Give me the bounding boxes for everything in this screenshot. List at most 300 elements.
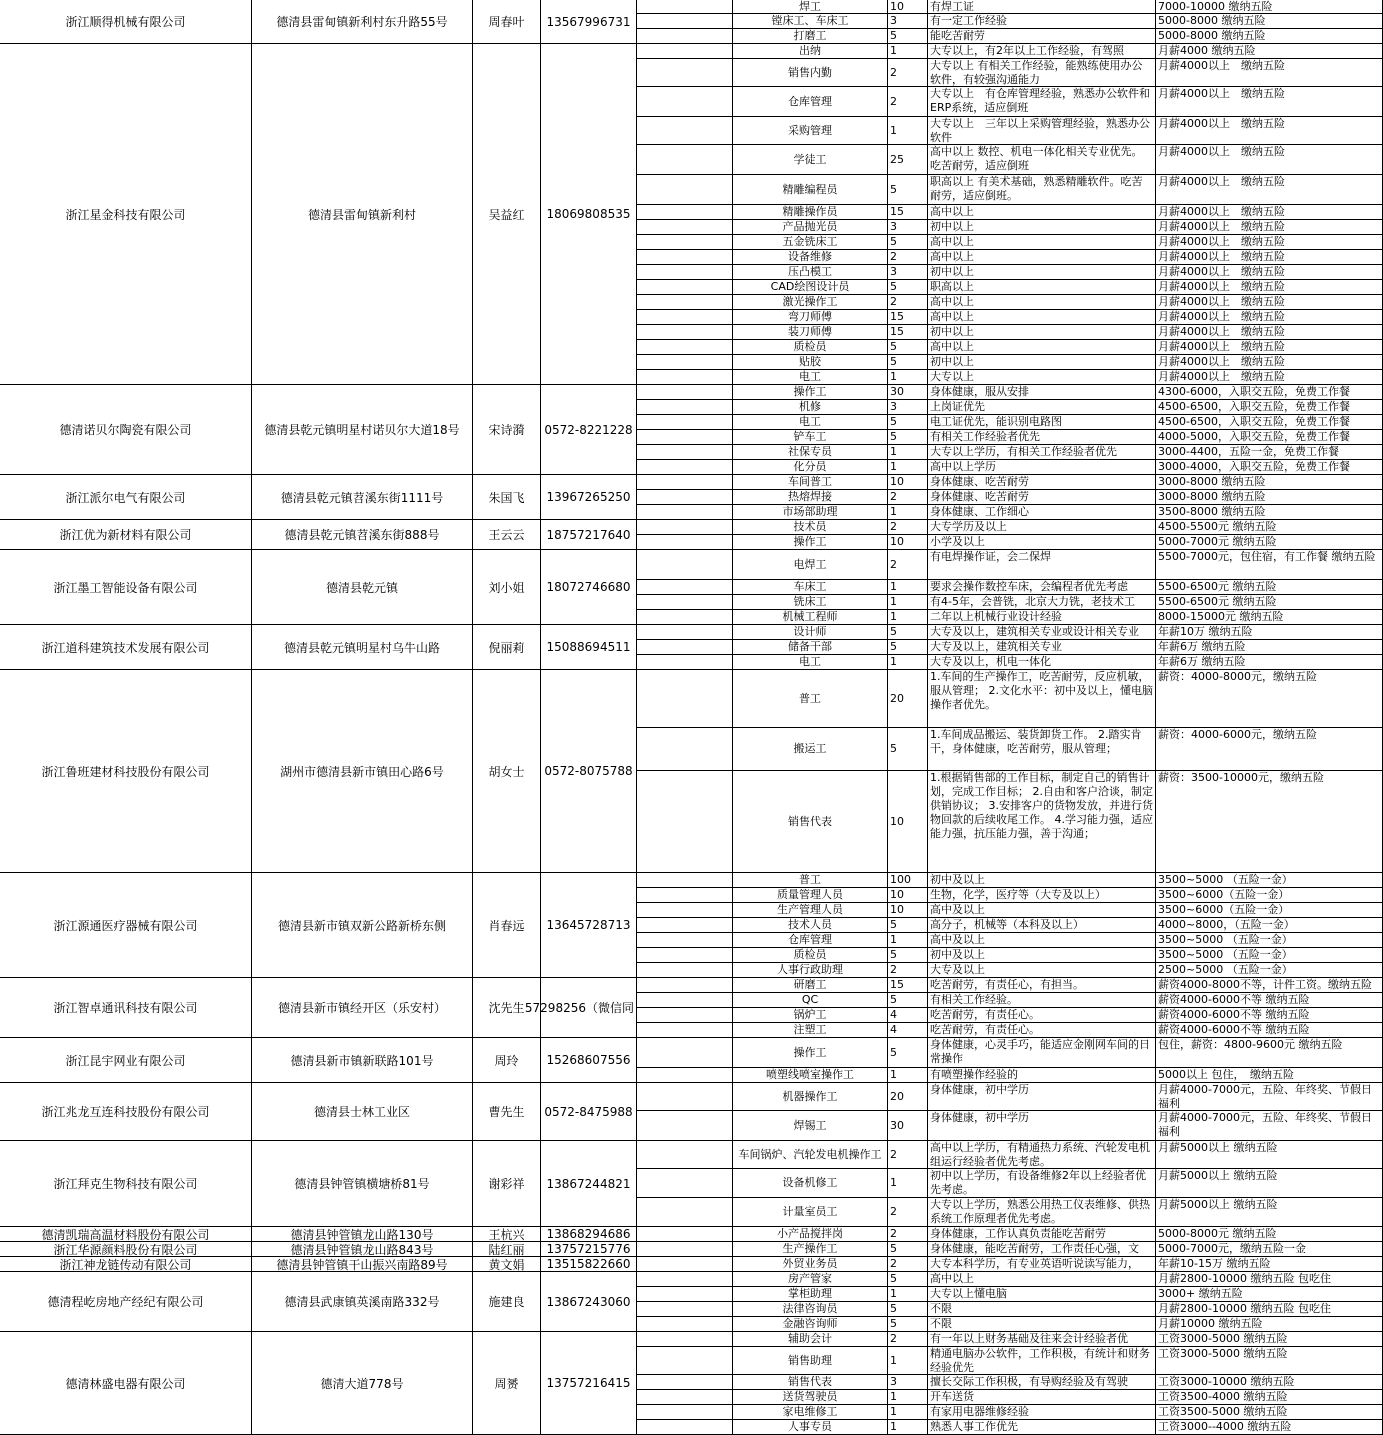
job-title: 辅助会计 [733, 1332, 888, 1347]
job-requirements: 大专以上 有仓库管理经验，熟悉办公软件和ERP系统，适应倒班 [928, 87, 1156, 117]
contact-phone: 0572-8475988 [541, 1083, 637, 1141]
spacer-cell [637, 400, 733, 415]
spacer-cell [637, 550, 733, 580]
job-title: 车间锅炉、汽轮发电机操作工 [733, 1141, 888, 1169]
job-requirements: 职高以上 [928, 280, 1156, 295]
job-title: 装刀师傅 [733, 325, 888, 340]
job-requirements: 高中以上 [928, 205, 1156, 220]
spacer-cell [637, 888, 733, 903]
job-requirements: 能吃苦耐劳 [928, 29, 1156, 44]
company-address: 德清县雷甸镇新利村东升路55号 [252, 0, 473, 44]
company-name: 浙江鲁班建材科技股份有限公司 [0, 670, 252, 873]
job-headcount: 2 [888, 87, 928, 117]
job-title: 操作工 [733, 1038, 888, 1068]
job-salary: 年薪6万 缴纳五险 [1156, 640, 1383, 655]
job-headcount: 1 [888, 445, 928, 460]
company-address: 湖州市德清县新市镇田心路6号 [252, 670, 473, 873]
spacer-cell [637, 1302, 733, 1317]
job-requirements: 身体健康，能吃苦耐劳，工作责任心强，文 [928, 1242, 1156, 1257]
job-headcount: 5 [888, 430, 928, 445]
job-title: 压凸模工 [733, 265, 888, 280]
job-title: 设计师 [733, 625, 888, 640]
contact-phone: 0572-8221228 [541, 385, 637, 475]
job-headcount: 1 [888, 505, 928, 520]
job-requirements: 有电焊操作证，会二保焊 [928, 550, 1156, 580]
spacer-cell [637, 1227, 733, 1242]
job-title: 锅炉工 [733, 1008, 888, 1023]
job-salary: 4500-6500，入职交五险，免费工作餐 [1156, 415, 1383, 430]
job-requirements: 熟悉人事工作优先 [928, 1420, 1156, 1435]
job-title: 化分员 [733, 460, 888, 475]
job-requirements: 大专以上 有相关工作经验，能熟练使用办公软件，有较强沟通能力 [928, 59, 1156, 87]
job-title: QC [733, 993, 888, 1008]
company-address: 德清县新市镇双新公路新桥东侧 [252, 873, 473, 978]
job-headcount: 10 [888, 888, 928, 903]
job-headcount: 15 [888, 310, 928, 325]
job-title: 机修 [733, 400, 888, 415]
spacer-cell [637, 1332, 733, 1347]
company-name: 浙江拜克生物科技有限公司 [0, 1141, 252, 1227]
job-requirements: 精通电脑办公软件，工作积极，有统计和财务经验优先 [928, 1347, 1156, 1375]
job-headcount: 10 [888, 535, 928, 550]
job-title: 贴胶 [733, 355, 888, 370]
job-salary: 5500-7000元，包住宿，有工作餐 缴纳五险 [1156, 550, 1383, 580]
job-requirements: 有焊工证 [928, 0, 1156, 14]
job-requirements: 大专本科学历，有专业英语听说读写能力， [928, 1257, 1156, 1272]
job-requirements: 1.根据销售部的工作目标，制定自己的销售计划，完成工作目标； 2.自由和客户洽谈，制定供销协议； 3.安排客户的货物发放，并进行货物回款的后续收尾工作。 4.学习能力强，适应能力强，抗压能力强，善于沟通； [928, 771, 1156, 873]
job-requirements: 初中以上 [928, 325, 1156, 340]
contact-phone: 13868294686 [541, 1227, 637, 1242]
company-name: 浙江兆龙互连科技股份有限公司 [0, 1083, 252, 1141]
company-address: 德清县雷甸镇新利村 [252, 44, 473, 385]
contact-person: 王云云 [473, 520, 541, 550]
spacer-cell [637, 1083, 733, 1111]
job-requirements: 1.车间的生产操作工，吃苦耐劳，反应机敏，服从管理； 2.文化水平：初中及以上，懂电脑操作者优先。 [928, 670, 1156, 728]
job-title: 电焊工 [733, 550, 888, 580]
job-headcount: 5 [888, 355, 928, 370]
job-headcount: 5 [888, 1038, 928, 1068]
company-address: 德清县乾元镇 [252, 550, 473, 625]
contact-person: 周春叶 [473, 0, 541, 44]
company-name: 浙江派尔电气有限公司 [0, 475, 252, 520]
job-salary: 3000-8000 缴纳五险 [1156, 490, 1383, 505]
spacer-cell [637, 475, 733, 490]
job-requirements: 初中及以上 [928, 948, 1156, 963]
job-title: 人事行政助理 [733, 963, 888, 978]
spacer-cell [637, 1347, 733, 1375]
job-headcount: 1 [888, 580, 928, 595]
job-salary: 月薪4000以上 缴纳五险 [1156, 145, 1383, 175]
job-salary: 5500-6500元 缴纳五险 [1156, 580, 1383, 595]
job-title: 电工 [733, 370, 888, 385]
job-title: 热熔焊接 [733, 490, 888, 505]
spacer-cell [637, 145, 733, 175]
spacer-cell [637, 250, 733, 265]
spacer-cell [637, 610, 733, 625]
job-requirements: 大专及以上 [928, 963, 1156, 978]
job-requirements: 小学及以上 [928, 535, 1156, 550]
job-requirements: 初中以上 [928, 220, 1156, 235]
job-title: 销售助理 [733, 1347, 888, 1375]
job-headcount: 4 [888, 1023, 928, 1038]
job-headcount: 1 [888, 1347, 928, 1375]
job-title: 社保专员 [733, 445, 888, 460]
job-title: 市场部助理 [733, 505, 888, 520]
job-salary: 4500-6500，入职交五险，免费工作餐 [1156, 400, 1383, 415]
company-name: 浙江昆宇网业有限公司 [0, 1038, 252, 1083]
job-requirements: 高中以上 [928, 295, 1156, 310]
job-title: 车床工 [733, 580, 888, 595]
job-headcount: 2 [888, 520, 928, 535]
job-salary: 月薪4000-7000元，五险、年终奖、节假日福利 [1156, 1111, 1383, 1141]
job-headcount: 2 [888, 250, 928, 265]
job-requirements: 身体健康，心灵手巧，能适应金刚网车间的日常操作 [928, 1038, 1156, 1068]
job-requirements: 电工证优先，能识别电路图 [928, 415, 1156, 430]
job-title: 设备机修工 [733, 1169, 888, 1198]
job-headcount: 5 [888, 280, 928, 295]
spacer-cell [637, 535, 733, 550]
job-salary: 月薪4000以上 缴纳五险 [1156, 59, 1383, 87]
job-salary: 年薪10万 缴纳五险 [1156, 625, 1383, 640]
job-title: 激光操作工 [733, 295, 888, 310]
job-headcount: 1 [888, 1068, 928, 1083]
contact-phone: 18757217640 [541, 520, 637, 550]
job-title: 电工 [733, 655, 888, 670]
job-salary: 3000-4400，五险一金，免费工作餐 [1156, 445, 1383, 460]
job-title: 焊工 [733, 0, 888, 14]
company-address: 德清县新市镇新联路101号 [252, 1038, 473, 1083]
spacer-cell [637, 1068, 733, 1083]
job-salary: 年薪6万 缴纳五险 [1156, 655, 1383, 670]
contact-phone: 13867243060 [541, 1272, 637, 1332]
job-salary: 月薪4000以上 缴纳五险 [1156, 175, 1383, 205]
job-headcount: 2 [888, 1227, 928, 1242]
job-salary: 月薪4000以上 缴纳五险 [1156, 205, 1383, 220]
job-headcount: 5 [888, 415, 928, 430]
job-title: 学徒工 [733, 145, 888, 175]
contact-person: 周赟 [473, 1332, 541, 1435]
contact-phone: 13967265250 [541, 475, 637, 520]
job-title: 储备干部 [733, 640, 888, 655]
job-requirements: 初中以上 [928, 265, 1156, 280]
spacer-cell [637, 670, 733, 728]
job-requirements: 上岗证优先 [928, 400, 1156, 415]
job-requirements: 高中及以上 [928, 933, 1156, 948]
job-title: 产品抛光员 [733, 220, 888, 235]
company-address: 德清县钟管镇龙山路843号 [252, 1242, 473, 1257]
contact-person: 谢彩祥 [473, 1141, 541, 1227]
spacer-cell [637, 385, 733, 400]
job-title: 金融咨询师 [733, 1317, 888, 1332]
job-salary: 月薪5000以上 缴纳五险 [1156, 1198, 1383, 1227]
job-requirements: 高中及以上 [928, 903, 1156, 918]
contact-person: 黄文娟 [473, 1257, 541, 1272]
job-headcount: 5 [888, 340, 928, 355]
spacer-cell [637, 460, 733, 475]
job-headcount: 25 [888, 145, 928, 175]
job-salary: 4300-6000，入职交五险，免费工作餐 [1156, 385, 1383, 400]
job-headcount: 2 [888, 963, 928, 978]
job-headcount: 2 [888, 490, 928, 505]
job-salary: 3500-8000 缴纳五险 [1156, 505, 1383, 520]
job-requirements: 开车送货 [928, 1390, 1156, 1405]
job-headcount: 2 [888, 1257, 928, 1272]
spacer-cell [637, 14, 733, 29]
job-headcount: 20 [888, 1083, 928, 1111]
job-requirements: 有一定工作经验 [928, 14, 1156, 29]
job-salary: 7000-10000 缴纳五险 [1156, 0, 1383, 14]
job-headcount: 1 [888, 655, 928, 670]
job-salary: 8000-15000元 缴纳五险 [1156, 610, 1383, 625]
spacer-cell [637, 520, 733, 535]
job-headcount: 3 [888, 400, 928, 415]
job-requirements: 擅长交际工作积极，有导购经验及有驾驶 [928, 1375, 1156, 1390]
job-requirements: 高中以上学历 [928, 460, 1156, 475]
job-headcount: 10 [888, 771, 928, 873]
spacer-cell [637, 29, 733, 44]
job-salary: 月薪4000以上 缴纳五险 [1156, 235, 1383, 250]
company-name: 德清程屹房地产经纪有限公司 [0, 1272, 252, 1332]
job-requirements: 大专以上懂电脑 [928, 1287, 1156, 1302]
job-title: 铣床工 [733, 595, 888, 610]
job-requirements: 高中以上 [928, 235, 1156, 250]
job-headcount: 4 [888, 1008, 928, 1023]
company-address: 德清县武康镇英溪南路332号 [252, 1272, 473, 1332]
job-title: 质检员 [733, 340, 888, 355]
contact-person: 朱国飞 [473, 475, 541, 520]
job-requirements: 职高以上 有美术基础，熟悉精雕软件。吃苦耐劳，适应倒班。 [928, 175, 1156, 205]
job-requirements: 大专及以上，建筑相关专业 [928, 640, 1156, 655]
job-salary: 薪资4000-6000不等 缴纳五险 [1156, 1023, 1383, 1038]
contact-person: 陆红丽 [473, 1242, 541, 1257]
job-title: 五金铣床工 [733, 235, 888, 250]
job-title: 镗床工、车床工 [733, 14, 888, 29]
company-address: 德清县新市镇经开区（乐安村） [252, 978, 473, 1038]
spacer-cell [637, 355, 733, 370]
job-salary: 月薪4000以上 缴纳五险 [1156, 310, 1383, 325]
job-headcount: 15 [888, 978, 928, 993]
job-title: 喷塑线喷室操作工 [733, 1068, 888, 1083]
job-title: 弯刀师傅 [733, 310, 888, 325]
job-title: 研磨工 [733, 978, 888, 993]
job-headcount: 1 [888, 1390, 928, 1405]
contact-phone: 15268607556 [541, 1038, 637, 1083]
job-requirements: 身体健康，初中学历 [928, 1111, 1156, 1141]
company-name: 浙江源通医疗器械有限公司 [0, 873, 252, 978]
contact-person: 王杭兴 [473, 1227, 541, 1242]
job-headcount: 1 [888, 117, 928, 145]
job-requirements: 高中以上 [928, 310, 1156, 325]
job-requirements: 大专学历及以上 [928, 520, 1156, 535]
contact-person: 倪丽莉 [473, 625, 541, 670]
job-salary: 月薪2800-10000 缴纳五险 包吃住 [1156, 1272, 1383, 1287]
job-title: 普工 [733, 670, 888, 728]
contact-phone: 57298256（微信同 [541, 978, 637, 1038]
contact-person: 刘小姐 [473, 550, 541, 625]
company-address: 德清县乾元镇苕溪东街1111号 [252, 475, 473, 520]
job-requirements: 大专以上 三年以上采购管理经验，熟悉办公软件 [928, 117, 1156, 145]
contact-phone: 15088694511 [541, 625, 637, 670]
company-name: 浙江道科建筑技术发展有限公司 [0, 625, 252, 670]
job-salary: 3000-8000 缴纳五险 [1156, 475, 1383, 490]
spacer-cell [637, 918, 733, 933]
contact-person: 周玲 [473, 1038, 541, 1083]
job-title: 技术人员 [733, 918, 888, 933]
job-headcount: 2 [888, 550, 928, 580]
job-requirements: 有相关工作经验。 [928, 993, 1156, 1008]
spacer-cell [637, 933, 733, 948]
job-headcount: 2 [888, 1198, 928, 1227]
company-name: 德清林盛电器有限公司 [0, 1332, 252, 1435]
spacer-cell [637, 1198, 733, 1227]
contact-phone: 0572-8075788 [541, 670, 637, 873]
job-requirements: 有一年以上财务基础及往来会计经验者优 [928, 1332, 1156, 1347]
job-salary: 月薪4000-7000元，五险、年终奖、节假日福利 [1156, 1083, 1383, 1111]
job-requirements: 大专以上，有2年以上工作经验，有驾照 [928, 44, 1156, 59]
spacer-cell [637, 1375, 733, 1390]
job-salary: 薪资4000-8000不等，计件工资。缴纳五险 [1156, 978, 1383, 993]
job-title: 计量室员工 [733, 1198, 888, 1227]
job-headcount: 10 [888, 475, 928, 490]
company-address: 德清县钟管镇干山振兴南路89号 [252, 1257, 473, 1272]
job-requirements: 有喷塑操作经验的 [928, 1068, 1156, 1083]
spacer-cell [637, 265, 733, 280]
spacer-cell [637, 903, 733, 918]
spacer-cell [637, 1169, 733, 1198]
job-salary: 薪资：4000-6000元，缴纳五险 [1156, 728, 1383, 771]
contact-phone: 18069808535 [541, 44, 637, 385]
job-headcount: 3 [888, 1375, 928, 1390]
job-salary: 月薪4000以上 缴纳五险 [1156, 325, 1383, 340]
job-requirements: 高中以上 [928, 340, 1156, 355]
contact-phone: 13867244821 [541, 1141, 637, 1227]
job-title: 小产品搅拌岗 [733, 1227, 888, 1242]
job-requirements: 要求会操作数控车床，会编程者优先考虑 [928, 580, 1156, 595]
job-salary: 包住，薪资：4800-9600元 缴纳五险 [1156, 1038, 1383, 1068]
company-address: 德清县乾元镇苕溪东街888号 [252, 520, 473, 550]
spacer-cell [637, 1257, 733, 1272]
job-salary: 3500~5000 （五险一金） [1156, 873, 1383, 888]
spacer-cell [637, 370, 733, 385]
job-headcount: 5 [888, 1302, 928, 1317]
spacer-cell [637, 728, 733, 771]
spacer-cell [637, 993, 733, 1008]
job-salary: 4000-5000，入职交五险，免费工作餐 [1156, 430, 1383, 445]
company-name: 德清凯瑞高温材料股份有限公司 [0, 1227, 252, 1242]
company-name: 浙江华源颜料股份有限公司 [0, 1242, 252, 1257]
job-title: 仓库管理 [733, 933, 888, 948]
contact-person: 胡女士 [473, 670, 541, 873]
job-salary: 5500-6500元 缴纳五险 [1156, 595, 1383, 610]
company-name: 浙江顺得机械有限公司 [0, 0, 252, 44]
job-title: 设备维修 [733, 250, 888, 265]
spacer-cell [637, 771, 733, 873]
job-headcount: 2 [888, 1141, 928, 1169]
spacer-cell [637, 415, 733, 430]
spacer-cell [637, 1023, 733, 1038]
job-headcount: 5 [888, 1272, 928, 1287]
job-title: 人事专员 [733, 1420, 888, 1435]
job-title: 送货驾驶员 [733, 1390, 888, 1405]
job-title: 销售代表 [733, 771, 888, 873]
job-salary: 3000+ 缴纳五险 [1156, 1287, 1383, 1302]
company-address: 德清县乾元镇明星村诺贝尔大道18号 [252, 385, 473, 475]
job-title: 仓库管理 [733, 87, 888, 117]
job-salary: 工资3000--4000 缴纳五险 [1156, 1420, 1383, 1435]
job-requirements: 身体健康、工作细心 [928, 505, 1156, 520]
job-title: 法律咨询员 [733, 1302, 888, 1317]
spacer-cell [637, 1038, 733, 1068]
job-salary: 薪资：4000-8000元，缴纳五险 [1156, 670, 1383, 728]
contact-phone: 13645728713 [541, 873, 637, 978]
job-headcount: 1 [888, 610, 928, 625]
company-name: 浙江神龙链传动有限公司 [0, 1257, 252, 1272]
job-title: 机器操作工 [733, 1083, 888, 1111]
company-address: 德清县钟管镇龙山路130号 [252, 1227, 473, 1242]
job-salary: 月薪4000 缴纳五险 [1156, 44, 1383, 59]
job-requirements: 高中以上 数控、机电一体化相关专业优先。吃苦耐劳，适应倒班 [928, 145, 1156, 175]
contact-phone: 13757215776 [541, 1242, 637, 1257]
job-headcount: 15 [888, 205, 928, 220]
job-headcount: 1 [888, 1287, 928, 1302]
company-name: 浙江星金科技有限公司 [0, 44, 252, 385]
job-headcount: 100 [888, 873, 928, 888]
job-headcount: 30 [888, 1111, 928, 1141]
job-salary: 月薪4000以上 缴纳五险 [1156, 87, 1383, 117]
job-title: 搬运工 [733, 728, 888, 771]
job-salary: 5000-7000元，缴纳五险一金 [1156, 1242, 1383, 1257]
job-requirements: 高中以上 [928, 250, 1156, 265]
company-address: 德清县钟管镇横塘桥81号 [252, 1141, 473, 1227]
job-title: 外贸业务员 [733, 1257, 888, 1272]
job-title: 精雕编程员 [733, 175, 888, 205]
contact-person: 宋诗漪 [473, 385, 541, 475]
spacer-cell [637, 0, 733, 14]
job-headcount: 1 [888, 1420, 928, 1435]
job-salary: 月薪4000以上 缴纳五险 [1156, 250, 1383, 265]
job-headcount: 1 [888, 1169, 928, 1198]
job-headcount: 1 [888, 44, 928, 59]
company-address: 德清县士林工业区 [252, 1083, 473, 1141]
job-headcount: 2 [888, 59, 928, 87]
spacer-cell [637, 1111, 733, 1141]
job-requirements: 不限 [928, 1317, 1156, 1332]
job-title: 质检员 [733, 948, 888, 963]
job-headcount: 5 [888, 1317, 928, 1332]
spacer-cell [637, 595, 733, 610]
job-headcount: 2 [888, 1332, 928, 1347]
contact-phone: 13567996731 [541, 0, 637, 44]
job-title: 出纳 [733, 44, 888, 59]
contact-phone: 13515822660 [541, 1257, 637, 1272]
spacer-cell [637, 1272, 733, 1287]
job-headcount: 1 [888, 1405, 928, 1420]
job-headcount: 3 [888, 265, 928, 280]
spacer-cell [637, 59, 733, 87]
spacer-cell [637, 1420, 733, 1435]
job-requirements: 不限 [928, 1302, 1156, 1317]
spacer-cell [637, 625, 733, 640]
job-salary: 工资3000-5000 缴纳五险 [1156, 1347, 1383, 1375]
spacer-cell [637, 1390, 733, 1405]
job-salary: 工资3000-5000 缴纳五险 [1156, 1332, 1383, 1347]
job-headcount: 5 [888, 948, 928, 963]
job-salary: 月薪2800-10000 缴纳五险 包吃住 [1156, 1302, 1383, 1317]
spacer-cell [637, 580, 733, 595]
job-salary: 月薪4000以上 缴纳五险 [1156, 355, 1383, 370]
job-headcount: 5 [888, 993, 928, 1008]
job-salary: 月薪5000以上 缴纳五险 [1156, 1141, 1383, 1169]
